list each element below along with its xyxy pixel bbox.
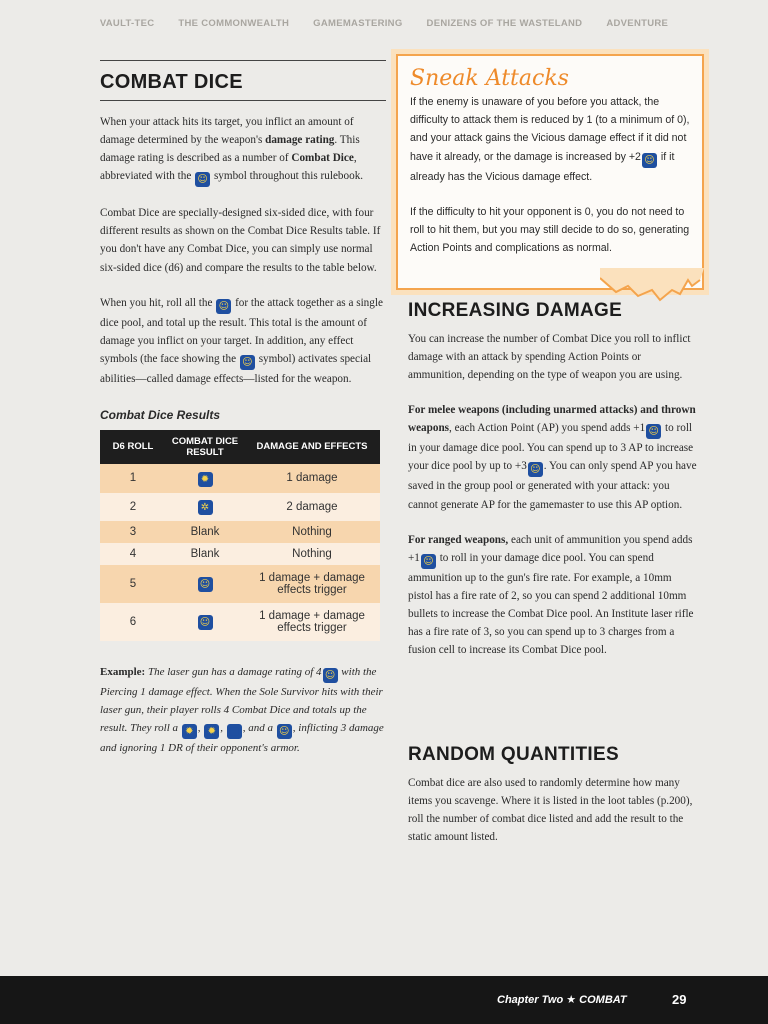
gear-die-icon: ✹ [182,724,197,739]
header-damage-effects: DAMAGE AND EFFECTS [244,430,380,464]
vault-boy-die-icon: ☺ [277,724,292,739]
gear-die-icon: ✹ [204,724,219,739]
increasing-damage-paragraph-1: You can increase the number of Combat Dice you roll to inflict damage with an attack by spending Action Points or ammunition, depending on the type of weapon you are using. [408,333,691,382]
sneak-attacks-sidebar [396,54,704,290]
random-quantities-heading: RANDOM QUANTITIES [408,744,619,765]
combat-dice-paragraph-2: Combat Dice are specially-designed six-sided dice, with four different results as shown on the Combat Dice Results table. If you don't have any Combat Dice, you can simply use normal six-sided dice (d6) and compare the results to the table below. [100,207,381,274]
vault-boy-die-icon: ☺ [528,462,543,477]
nav-item-gamemastering[interactable]: GAMEMASTERING [313,18,403,29]
torn-paper-decoration [600,268,704,302]
combat-dice-heading: COMBAT DICE [100,61,386,101]
table-row: 5 ☺ 1 damage + damage effects trigger [100,565,380,603]
page-footer [0,976,768,1024]
sneak-attacks-paragraph-1: If the enemy is unaware of you before you attack, the difficulty to attack them is reduced by 1 (to a minimum of 0), and your attack gains the Vicious damage effect if it did not have it already, or the damage is increased by +2 ☺ if it already has the Vicious damage effect. [410,96,690,183]
vault-boy-die-icon: ☺ [198,577,213,592]
increasing-damage-section [408,300,698,659]
random-quantities-paragraph: Combat dice are also used to randomly determine how many items you scavenge. Where it is listed in the loot tables (p.200), roll the number of combat dice listed and add the result to the static amount listed. [408,777,693,844]
table-row: 2 ✲ 2 damage [100,493,380,521]
increasing-damage-heading: INCREASING DAMAGE [408,300,623,321]
page-number: 29 [672,992,687,1007]
table-row: 6 ☺ 1 damage + damage effects trigger [100,603,380,641]
table-row: 3 Blank Nothing [100,521,380,543]
sneak-attacks-title: Sneak Attacks [410,66,569,91]
chapter-nav [0,18,768,29]
combat-dice-paragraph-3: When you hit, roll all the ☺ for the attack together as a single dice pool, and total up the result. This total is the amount of damage you inflict on your target. In addition, any effect symbols (the face showing the ☺ symbol) activates special abilities—called damage effects—listed for the weapon. [100,296,383,385]
footer-chapter-label: Chapter Two ★ COMBAT [497,994,627,1006]
header-combat-dice-result: COMBAT DICE RESULT [166,430,244,464]
table-row: 4 Blank Nothing [100,543,380,565]
left-column [100,60,386,758]
vault-boy-die-icon: ☺ [646,424,661,439]
vault-boy-die-icon: ☺ [240,355,255,370]
vault-boy-die-icon: ☺ [421,554,436,569]
nav-item-commonwealth[interactable]: THE COMMONWEALTH [178,18,290,29]
blank-die-icon: ■ [227,724,242,739]
vault-boy-die-icon: ☺ [323,668,338,683]
nav-item-vault-tec[interactable]: VAULT-TEC [99,18,155,29]
combat-dice-results-table [100,430,380,641]
gear-die-icon: ✹ [198,472,213,487]
increasing-damage-paragraph-3: For ranged weapons, each unit of ammunition you spend adds +1 ☺ to roll in your damage dice pool. You can spend ammunition up to the gun's fire rate. For example, a 10mm pistol has a fire rate of 2, so you can spend 2 additional 10mm bullets to increase the Combat Dice pool. An Institute laser rifle has a fire rate of 3, so you can spend up to 3 charges from a fusion cell to increase its Combat Dice pool. [408,533,694,657]
vault-boy-die-icon: ☺ [195,172,210,187]
vault-boy-die-icon: ☺ [216,299,231,314]
table-header-row [100,430,380,464]
sneak-attacks-paragraph-2: If the difficulty to hit your opponent is 0, you do not need to roll to hit them, but you may still decide to do so, generating Action Points and complications as normal. [410,205,690,255]
double-gear-die-icon: ✲ [198,500,213,515]
table-row: 1 ✹ 1 damage [100,464,380,493]
combat-dice-paragraph-1: When your attack hits its target, you inflict an amount of damage determined by the weapon's damage rating. This damage rating is described as a number of Combat Dice, abbreviated with the ☺ symbol throughout this rulebook. [100,116,364,186]
vault-boy-die-icon: ☺ [198,615,213,630]
table-title: Combat Dice Results [100,407,221,422]
random-quantities-section [408,744,698,846]
example-paragraph: Example: The laser gun has a damage rating of 4 ☺ with the Piercing 1 damage effect. When the Sole Survivor hits with their laser gun, their player rolls 4 Combat Dice and totals up the result. They roll a ✹ , ✹ , ■ , and a ☺ , inflicting 3 damage and ignoring 1 DR of their opponent's armor. [100,665,384,755]
vault-boy-die-icon: ☺ [642,153,657,168]
nav-item-adventure[interactable]: ADVENTURE [606,18,669,29]
increasing-damage-paragraph-2: For melee weapons (including unarmed attacks) and thrown weapons, each Action Point (AP) you spend adds +1 ☺ to roll in your damage dice pool. You can spend up to 3 AP to increase your dice pool by up to +3 ☺ . You can only spend AP you have saved in the group pool or generated with your attack: you cannot generate AP for the gamemaster to use this AP option. [408,404,697,511]
header-d6-roll: D6 ROLL [100,430,166,464]
nav-item-denizens[interactable]: DENIZENS OF THE WASTELAND [426,18,583,29]
